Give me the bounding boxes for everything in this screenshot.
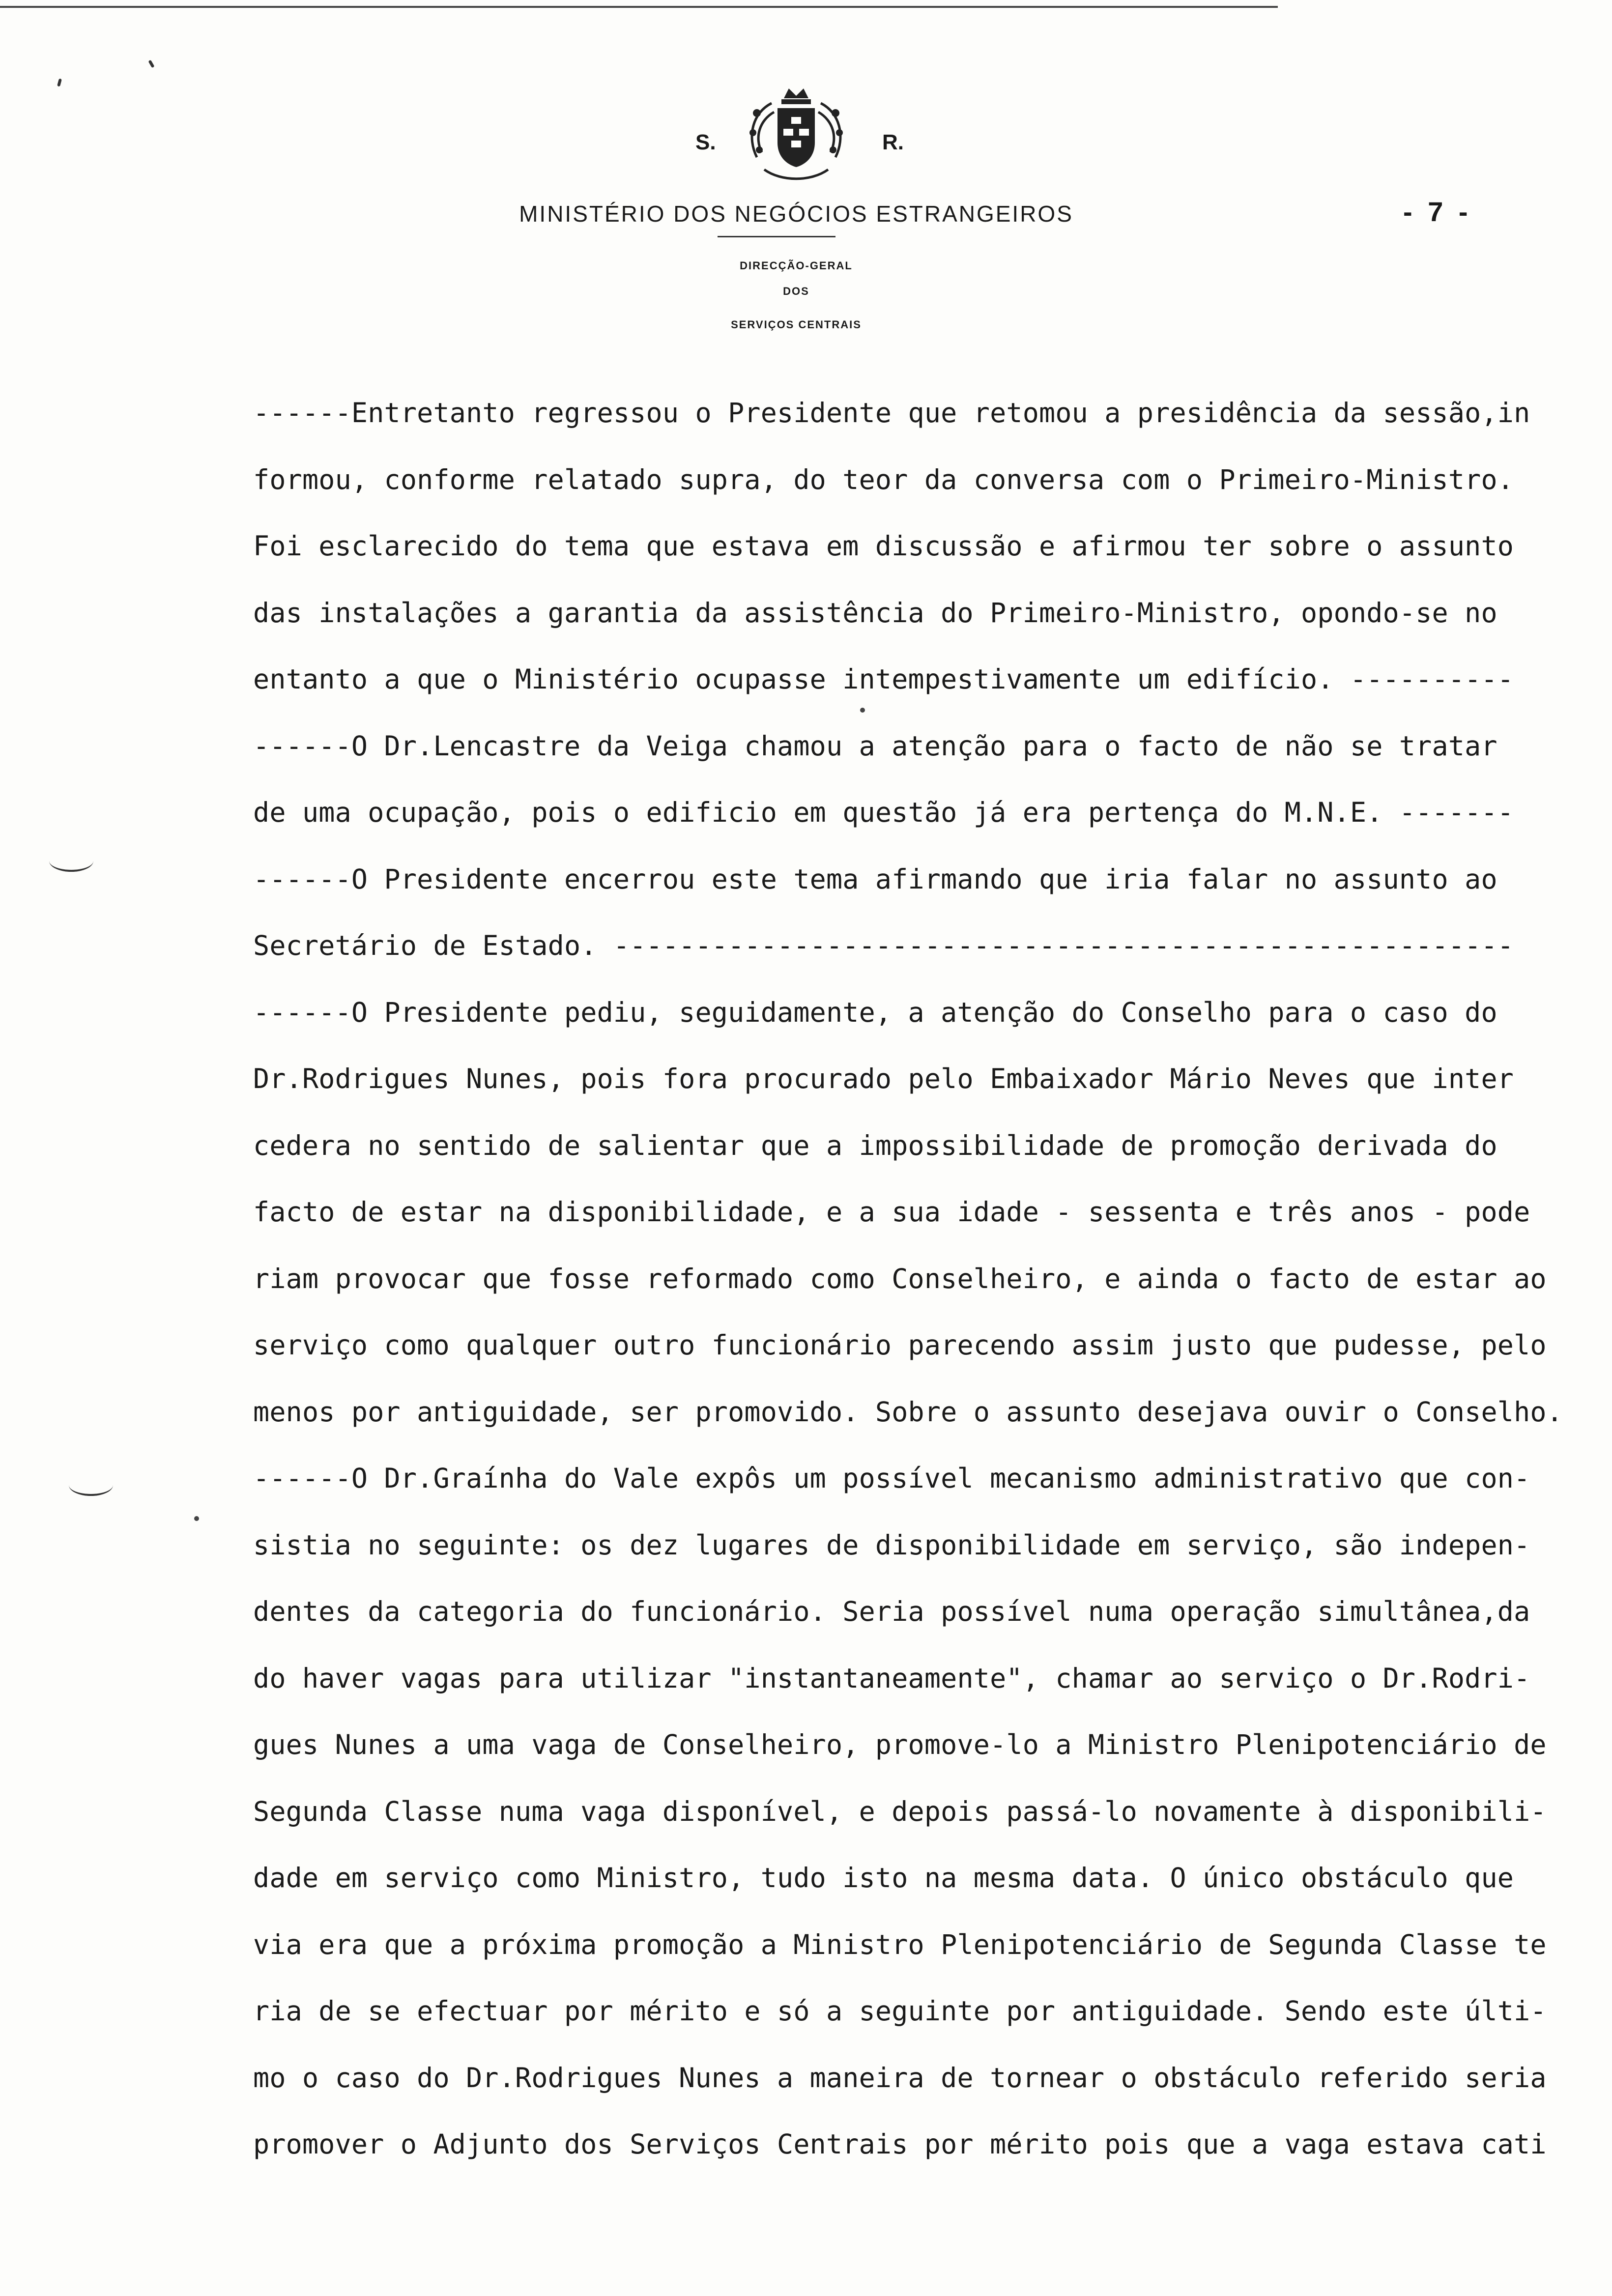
body-line: ------O Presidente pediu, seguidamente, a atenção do Conselho para o caso do (253, 996, 1497, 1028)
body-line: facto de estar na disponibilidade, e a sua idade - sessenta e três anos - pode (253, 1196, 1530, 1228)
top-edge-rule (0, 6, 1278, 8)
punch-hole-mark (69, 1474, 113, 1496)
body-line: promover o Adjunto dos Serviços Centrais por mérito pois que a vaga estava cati (253, 2128, 1547, 2160)
body-line: menos por antiguidade, ser promovido. Sobre o assunto desejava ouvir o Conselho. (253, 1396, 1563, 1428)
punch-hole-mark (49, 850, 93, 872)
department-line-1: DIRECÇÃO-GERAL (740, 259, 853, 272)
body-line: ria de se efectuar por mérito e só a seguinte por antiguidade. Sendo este últi- (253, 1995, 1547, 2027)
scan-dot (194, 1516, 199, 1521)
body-line: do haver vagas para utilizar "instantaneamente", chamar ao serviço o Dr.Rodri- (253, 1662, 1530, 1694)
body-line: Secretário de Estado. ------------------------------------------------------- (253, 930, 1514, 961)
body-line: cedera no sentido de salientar que a impossibilidade de promoção derivada do (253, 1129, 1497, 1161)
body-line: ------Entretanto regressou o Presidente que retomou a presidência da sessão,in (253, 397, 1530, 429)
body-line: das instalações a garantia da assistência do Primeiro-Ministro, opondo-se no (253, 597, 1497, 629)
body-line: Dr.Rodrigues Nunes, pois fora procurado pelo Embaixador Mário Neves que inter (253, 1063, 1514, 1094)
letterhead-right-initial: R. (882, 130, 904, 154)
body-line: de uma ocupação, pois o edificio em questão já era pertença do M.N.E. ------- (253, 797, 1514, 828)
body-line: formou, conforme relatado supra, do teor da conversa com o Primeiro-Ministro. (253, 463, 1514, 495)
body-line: ------O Presidente encerrou este tema afirmando que iria falar no assunto ao (253, 863, 1497, 895)
body-line: ------O Dr.Lencastre da Veiga chamou a atenção para o facto de não se tratar (253, 730, 1497, 762)
department-line-3: SERVIÇOS CENTRAIS (731, 318, 862, 331)
body-line: Segunda Classe numa vaga disponível, e depois passá-lo novamente à disponibili- (253, 1795, 1547, 1827)
minutes-body (253, 393, 1580, 2191)
body-line: dade em serviço como Ministro, tudo isto na mesma data. O único obstáculo que (253, 1862, 1514, 1894)
scan-mark (57, 78, 62, 86)
body-line: sistia no seguinte: os dez lugares de disponibilidade em serviço, são indepen- (253, 1529, 1530, 1561)
ministry-title: MINISTÉRIO DOS NEGÓCIOS ESTRANGEIROS (519, 201, 1073, 227)
scan-mark (148, 60, 154, 68)
body-line: via era que a próxima promoção a Ministro Plenipotenciário de Segunda Classe te (253, 1928, 1547, 1960)
body-line: dentes da categoria do funcionário. Seria possível numa operação simultânea,da (253, 1596, 1530, 1627)
body-line: mo o caso do Dr.Rodrigues Nunes a maneira de tornear o obstáculo referido seria (253, 2062, 1547, 2094)
page-number: - 7 - (1403, 196, 1472, 227)
department-line-2: DOS (783, 285, 809, 297)
body-line: riam provocar que fosse reformado como Conselheiro, e ainda o facto de estar ao (253, 1263, 1547, 1294)
body-line: serviço como qualquer outro funcionário parecendo assim justo que pudesse, pelo (253, 1329, 1547, 1361)
body-line: ------O Dr.Graínha do Vale expôs um possível mecanismo administrativo que con- (253, 1463, 1530, 1494)
coat-of-arms-icon (742, 84, 850, 192)
body-line: gues Nunes a uma vaga de Conselheiro, promove-lo a Ministro Plenipotenciário de (253, 1729, 1547, 1760)
ministry-underline (718, 236, 835, 237)
letterhead-left-initial: S. (695, 130, 716, 154)
body-line: entanto a que o Ministério ocupasse intempestivamente um edifício. ---------- (253, 663, 1514, 695)
body-line: Foi esclarecido do tema que estava em discussão e afirmou ter sobre o assunto (253, 530, 1514, 562)
